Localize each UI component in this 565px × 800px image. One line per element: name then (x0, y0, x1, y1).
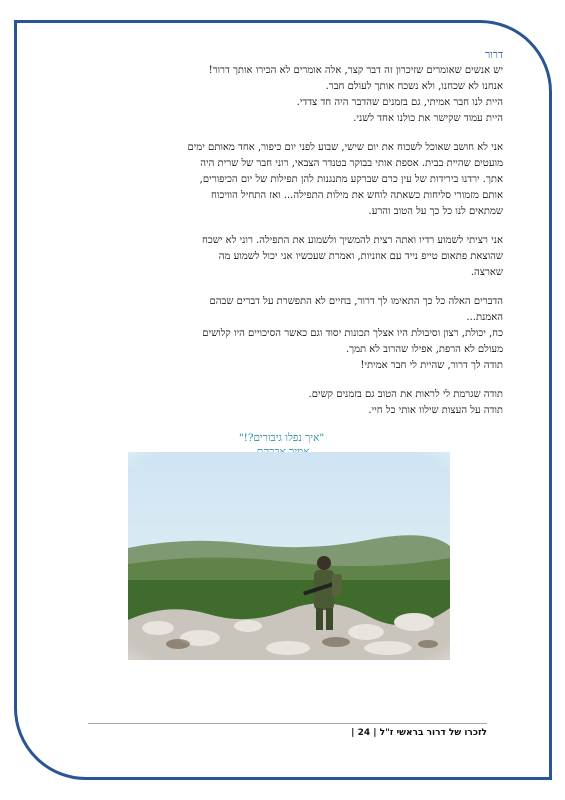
paragraph-5 (60, 387, 503, 419)
text-line: מעולם לא הרפת, אפילו שהרוב לא תמך. (345, 344, 503, 355)
page-title: דרור (484, 49, 503, 61)
text-line: כח, יכולת, רצון וסיבולת היו אצלך תכונות יסוד וגם כאשר הסיכויים היו קלושים (202, 328, 503, 339)
text-line: הדברים האלה כל כך התאימו לך דרור, בחיים לא התפשרת על דברים שבהם (209, 296, 503, 307)
text-line: האמנת... (466, 312, 503, 323)
text-line: שארצה. (470, 267, 503, 278)
text-line: אתך. ירדנו בירידות של עין כרם שברקע מתנגנות להן תפילות של יום הכיפורים, (199, 174, 503, 185)
text-line: מועטים שהיית בבית. אספת אותי בבוקר בטנדר הצבאי, רוני חבר של שרית היה (200, 158, 503, 169)
text-line: אנחנו לא שכחנו, ולא נשכח אותך לעולם חבר. (325, 81, 503, 92)
quote: "איך נפלו גיבורים?!" (238, 432, 325, 444)
paragraph-3 (60, 233, 503, 281)
text-line: אני רציתי לשמוע רדיו ואתה רצית להמשיך ולשמוע את התפילה. רוני לא ישכח (202, 235, 503, 246)
landscape-photo-icon (128, 452, 450, 660)
text-line: היית לנו חבר אמיתי, גם בזמנים שהדבר היה חד צדדי. (296, 97, 503, 108)
paragraph-4 (60, 294, 503, 374)
text-line: אני לא חושב שאוכל לשכוח את יום שישי, שבוע לפני יום כיפור, אחד מאותם ימים (187, 142, 503, 153)
text-line: אותם מזמורי סליחות כשאתה לוחש את מילות התפילה... ואז התחיל הוויכוח (211, 190, 503, 201)
text-line: תודה לך דרור, שהיית לי חבר אמיתי! (360, 360, 503, 371)
page-content (60, 47, 503, 460)
text-line: תודה על העצות שילוו אותי כל חיי. (368, 405, 503, 416)
footer-divider (88, 723, 487, 724)
text-line: שהוצאת פתאום טייפ נייד עם אוזניות, ואמרת שעכשיו אני יכול לשמוע מה (218, 251, 503, 262)
text-line: תודה שגרמת לי לראות את הטוב גם בזמנים קשים. (308, 389, 503, 400)
paragraph-2 (60, 140, 503, 220)
text-line: שמתאים לנו כל כך על הטוב והרע. (368, 206, 503, 217)
page-footer: לזכרו של דרור בראשי ז"ל | 24 | (351, 728, 487, 738)
text-line: היית עמוד שקישר את כולנו אחד לשני. (353, 113, 503, 124)
paragraph-1 (60, 63, 503, 127)
text-line: יש אנשים שאומרים שזיכרון זה דבר קצר, אלה אומרים לא הכירו אותך דרור! (208, 65, 503, 76)
memorial-photo (128, 452, 450, 660)
